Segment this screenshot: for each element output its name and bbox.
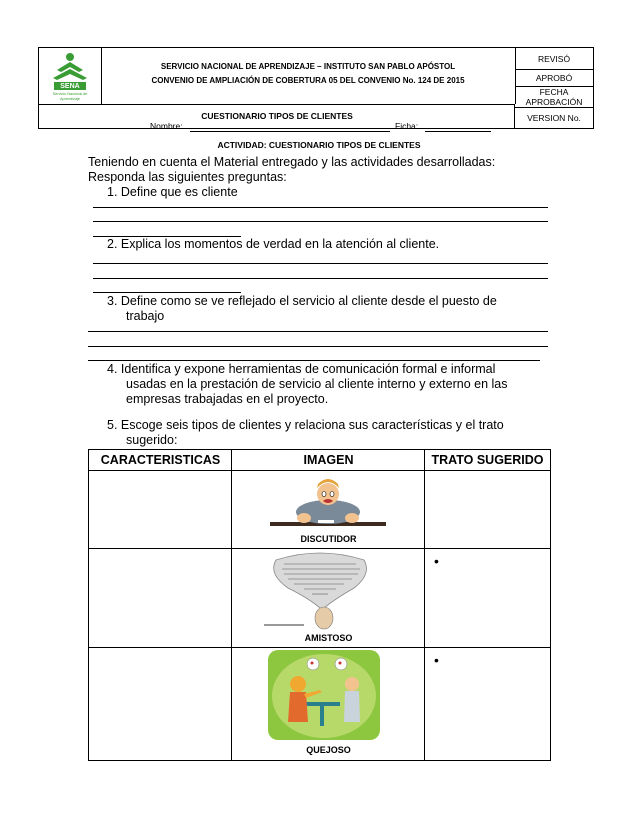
- row-divider: [89, 647, 550, 648]
- client-types-table: [88, 449, 551, 761]
- logo-text: SENA: [60, 83, 80, 90]
- row-divider: [89, 470, 550, 471]
- answer-line[interactable]: [88, 331, 548, 332]
- table-row-image: [270, 478, 386, 534]
- answer-line[interactable]: [88, 346, 548, 347]
- question-5-line-2: sugerido:: [126, 433, 178, 447]
- column-header-caracteristicas: CARACTERISTICAS: [100, 453, 221, 467]
- intro-text-2: Responda las siguientes preguntas:: [88, 170, 287, 184]
- answer-line[interactable]: [88, 360, 540, 361]
- answer-line[interactable]: [93, 292, 241, 293]
- talkative-person-icon: [264, 552, 376, 630]
- aprobo-cell: APROBÓ: [515, 70, 593, 87]
- ficha-field[interactable]: [425, 131, 491, 132]
- nombre-label: Nombre:: [150, 121, 183, 131]
- row-divider: [89, 548, 550, 549]
- answer-line[interactable]: [93, 207, 548, 208]
- fecha-aprobacion-cell: FECHA APROBACIÓN: [515, 87, 593, 108]
- column-divider: [231, 450, 232, 760]
- image-caption: DISCUTIDOR: [300, 534, 357, 544]
- column-divider: [424, 450, 425, 760]
- image-caption: AMISTOSO: [304, 633, 353, 643]
- question-4-line-2: usadas en la prestación de servicio al cliente interno y externo en las: [126, 377, 508, 391]
- question-3-line-2: trabajo: [126, 309, 165, 323]
- table-row-image: [264, 552, 376, 630]
- question-4-line-3: empresas trabajadas en el proyecto.: [126, 392, 329, 406]
- question-4-line-1: 4. Identifica y expone herramientas de comunicación formal e informal: [107, 362, 496, 376]
- activity-title: ACTIVIDAD: CUESTIONARIO TIPOS DE CLIENTES: [217, 140, 421, 150]
- reviso-cell: REVISÓ: [515, 48, 593, 70]
- document-title: CUESTIONARIO TIPOS DE CLIENTES: [201, 111, 353, 121]
- intro-text: Teniendo en cuenta el Material entregado y las actividades desarrolladas:: [88, 155, 496, 169]
- column-header-imagen: IMAGEN: [303, 453, 354, 467]
- question-2: 2. Explica los momentos de verdad en la atención al cliente.: [107, 237, 440, 251]
- header-line-1: SERVICIO NACIONAL DE APRENDIZAJE – INSTITUTO SAN PABLO APÓSTOL: [160, 62, 456, 71]
- sena-logo: [39, 48, 102, 104]
- trato-bullet: •: [434, 652, 439, 668]
- header-title-bar: [39, 104, 515, 128]
- table-row-image: [268, 650, 380, 740]
- header-approval-cells: [515, 48, 593, 128]
- image-caption: QUEJOSO: [306, 745, 351, 755]
- complaining-customer-icon: [268, 650, 380, 740]
- nombre-field[interactable]: [190, 131, 390, 132]
- ficha-label: Ficha:: [395, 121, 419, 131]
- answer-line[interactable]: [93, 263, 548, 264]
- logo-subtext: Servicio Nacional de Aprendizaje: [52, 92, 88, 101]
- header-institution: [101, 48, 516, 104]
- question-1: 1. Define que es cliente: [107, 185, 238, 199]
- question-5-line-1: 5. Escoge seis tipos de clientes y relaciona sus características y el trato: [107, 418, 504, 432]
- question-3-line-1: 3. Define como se ve reflejado el servicio al cliente desde el puesto de: [107, 294, 497, 308]
- version-cell: VERSION No.: [527, 113, 581, 123]
- trato-bullet: •: [434, 553, 439, 569]
- column-header-trato-sugerido: TRATO SUGERIDO: [431, 453, 544, 467]
- document-header: [38, 47, 594, 129]
- answer-line[interactable]: [93, 221, 548, 222]
- header-line-2: CONVENIO DE AMPLIACIÓN DE COBERTURA 05 DEL CONVENIO No. 124 DE 2015: [151, 76, 465, 85]
- arguing-man-icon: [270, 478, 386, 534]
- answer-line[interactable]: [93, 278, 548, 279]
